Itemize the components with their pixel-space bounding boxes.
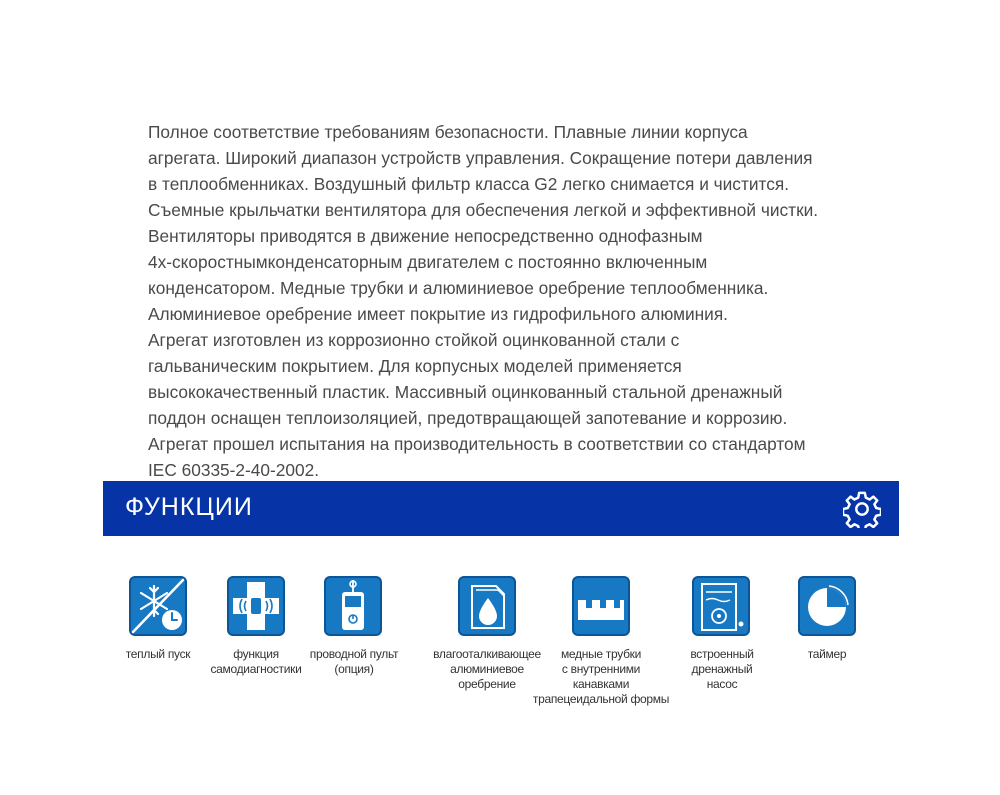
self-diagnostics-icon <box>227 576 285 636</box>
feature-label: медные трубки с внутренними канавками трапецеидальной формы <box>532 647 670 706</box>
feature-label: встроенный дренажный насос <box>690 647 754 691</box>
feature-label: влагооталкивающее алюминиевое оребрение <box>433 647 541 691</box>
functions-banner <box>103 481 899 536</box>
drain-pump-icon <box>692 576 750 636</box>
snowflake-clock-icon <box>129 576 187 636</box>
gear-icon <box>843 490 881 528</box>
hydrophilic-fins-icon <box>458 576 516 636</box>
feature-label: проводной пульт (опция) <box>309 647 399 676</box>
feature-label: теплый пуск <box>125 647 191 661</box>
feature-label: таймер <box>807 647 847 661</box>
description-text: Полное соответствие требованиям безопасности. Плавные линии корпуса агрегата. Широкий диапазон устройств управления. Сокращение потери давления в теплообменниках. Воздушный фильтр класса G2 легко снимается и чистится. Съемные крыльчатки вентилятора для обеспечения легкой и эффективной чистки. Вентиляторы приводятся в движение непосредственно однофазным 4х-скоростнымконденсаторным двигателем с постоянно включенным конденсатором. Медные трубки и алюминиевое оребрение теплообменника. Алюминиевое оребрение имеет покрытие из гидрофильного алюминия. Агрегат изготовлен из коррозионно стойкой оцинкованной стали с гальваническим покрытием. Для корпусных моделей применяется высококачественный пластик. Массивный оцинкованный стальной дренажный поддон оснащен теплоизоляцией, предотвращающей запотевание и коррозию. Агрегат прошел испытания на производительность в соответствии со стандартом IEC 60335-2-40-2002. <box>148 122 819 480</box>
wired-remote-icon <box>324 576 382 636</box>
banner-title: ФУНКЦИИ <box>125 493 253 521</box>
copper-tubes-icon <box>572 576 630 636</box>
feature-label: функция самодиагностики <box>210 647 302 676</box>
timer-icon <box>798 576 856 636</box>
